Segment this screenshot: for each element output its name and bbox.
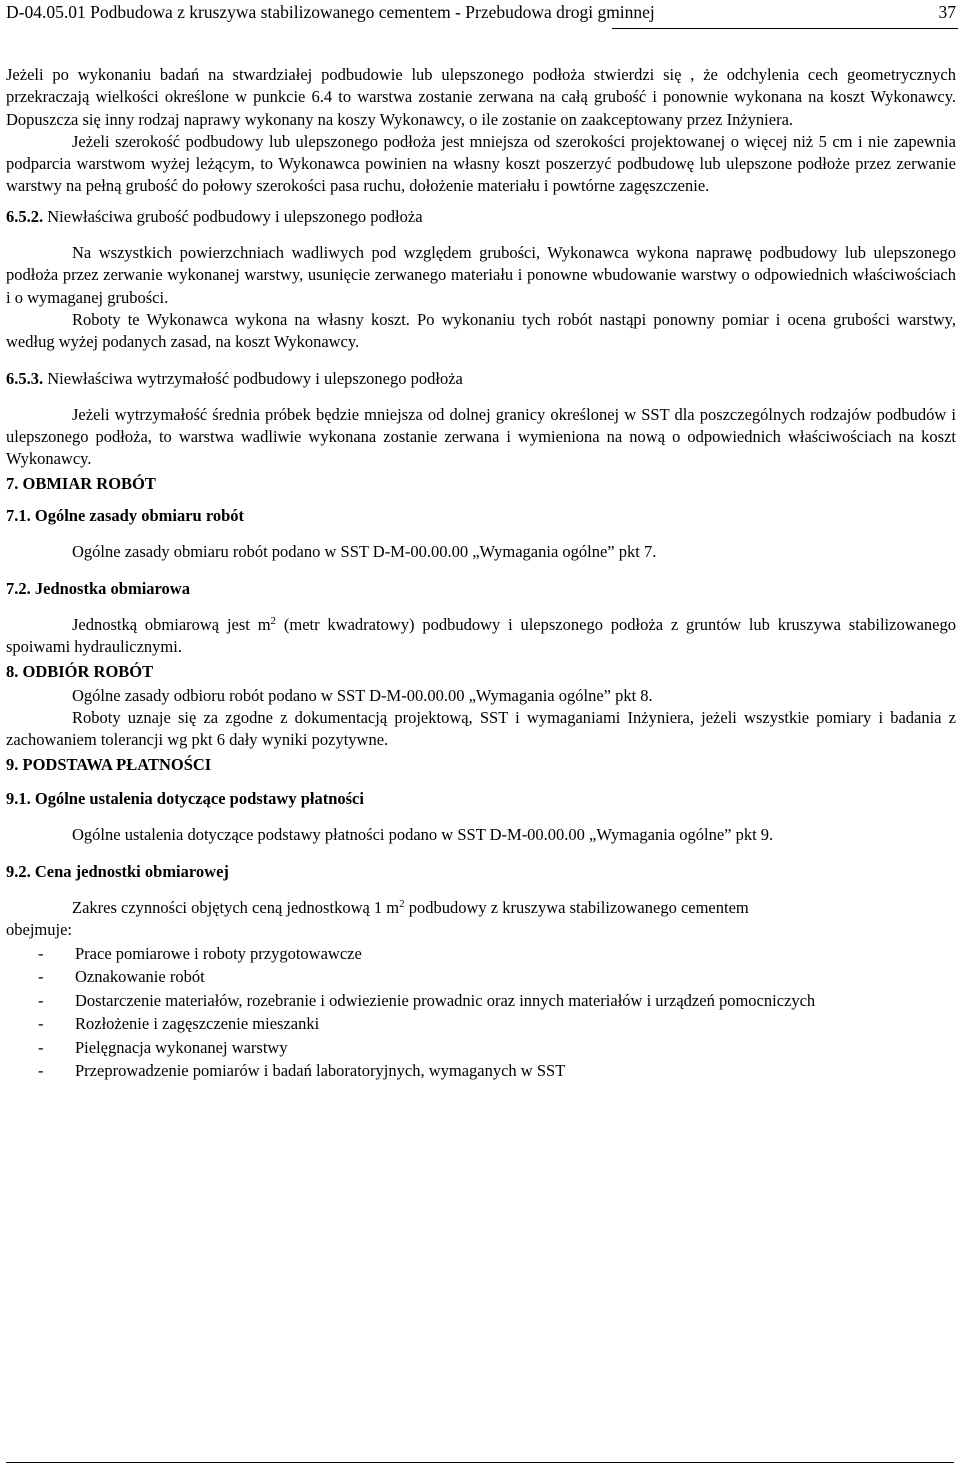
paragraph-unit-price-scope bbox=[6, 897, 956, 919]
page-header bbox=[6, 0, 956, 28]
section-number: 6.5.2. bbox=[6, 206, 44, 226]
list-dash: - bbox=[38, 943, 44, 963]
list-item: - Prace pomiarowe i roboty przygotowawcze bbox=[6, 942, 956, 966]
page-number: 37 bbox=[938, 2, 956, 22]
list-item: - Rozłożenie i zagęszczenie mieszanki bbox=[6, 1012, 956, 1036]
paragraph-strength-deficiency: Jeżeli wytrzymałość średnia próbek będzie mniejsza od dolnej granicy określonej w SST dla poszczególnych rodzajów podbudów i ulepszonego podłoża, to warstwa wadliwie wykonana zostanie zerwana i wymieniona na nową o odpowiednich właściwościach na koszt Wykonawcy. bbox=[6, 404, 956, 469]
scope-text-end: podbudowy z kruszywa stabilizowanego cementem bbox=[404, 897, 749, 917]
scope-list bbox=[6, 942, 956, 1083]
paragraph-width-deficiency: Jeżeli szerokość podbudowy lub ulepszonego podłoża jest mniejsza od szerokości projektowanej o więcej niż 5 cm i nie zapewnia podparcia warstwom wyżej leżącym, to Wykonawca powinien na własny koszt poszerzyć podbudowę lub ulepszone podłoże przez zerwanie warstwy na pełną grubość do połowy szerokości pasa ruchu, dołożenie materiału i powtórne zagęszczenie. bbox=[6, 131, 956, 196]
section-6-5-2-heading bbox=[6, 206, 956, 228]
list-item: - Pielęgnacja wykonanej warstwy bbox=[6, 1036, 956, 1060]
list-dash: - bbox=[38, 967, 44, 986]
paragraph-thickness-repair: Na wszystkich powierzchniach wadliwych pod względem grubości, Wykonawca wykona naprawę podbudowy lub ulepszonego podłoża przez zerwanie wykonanej warstwy, usunięcie zerwanego materiału i ponowne wbudowanie warstwy o odpowiednich właściwościach i o wymaganej grubości. bbox=[6, 243, 956, 307]
unit-text-start: Jednostką obmiarową jest m bbox=[72, 614, 271, 634]
list-dash: - bbox=[38, 990, 44, 1010]
document-body bbox=[6, 64, 956, 1083]
list-dash: - bbox=[38, 1037, 44, 1057]
section-7-1-heading: 7.1. Ogólne zasady obmiaru robót bbox=[6, 506, 245, 526]
footer-rule bbox=[6, 1462, 954, 1463]
section-7-2-heading: 7.2. Jednostka obmiarowa bbox=[6, 578, 190, 598]
header-title: D-04.05.01 Podbudowa z kruszywa stabilizowanego cementem - Przebudowa drogi gminnej bbox=[6, 2, 655, 22]
paragraph-acceptance-rules: Ogólne zasady odbioru robót podano w SST D-M-00.00.00 „Wymagania ogólne” pkt 8. bbox=[72, 685, 653, 705]
list-item: - Dostarczenie materiałów, rozebranie i odwiezienie prowadnic oraz innych materiałów i urządzeń pomocniczych bbox=[6, 989, 956, 1013]
section-6-5-3-heading bbox=[6, 368, 956, 390]
header-rule bbox=[612, 28, 958, 29]
scope-text-start: Zakres czynności objętych ceną jednostkową 1 m bbox=[72, 897, 400, 917]
paragraph-acceptance-conditions: Roboty uznaje się za zgodne z dokumentacją projektową, SST i wymaganiami Inżyniera, jeżeli wszystkie pomiary i badania z zachowaniem tolerancji wg pkt 6 dały wyniki pozytywne. bbox=[6, 708, 956, 750]
section-9-1-heading: 9.1. Ogólne ustalenia dotyczące podstawy płatności bbox=[6, 789, 364, 809]
section-9-heading: 9. PODSTAWA PŁATNOŚCI bbox=[6, 754, 212, 774]
section-7-heading: 7. OBMIAR ROBÓT bbox=[6, 473, 156, 493]
list-dash: - bbox=[38, 1014, 44, 1033]
list-dash: - bbox=[38, 1061, 44, 1080]
list-item: - Przeprowadzenie pomiarów i badań laboratoryjnych, wymaganych w SST bbox=[6, 1059, 956, 1083]
superscript-2: 2 bbox=[270, 614, 277, 627]
paragraph-measurement-rules: Ogólne zasady obmiaru robót podano w SST D-M-00.00.00 „Wymagania ogólne” pkt 7. bbox=[72, 542, 657, 562]
section-8-heading: 8. ODBIÓR ROBÓT bbox=[6, 661, 154, 681]
list-item: - Oznakowanie robót bbox=[6, 965, 956, 989]
section-number: 6.5.3. bbox=[6, 368, 44, 388]
section-9-2-heading: 9.2. Cena jednostki obmiarowej bbox=[6, 861, 229, 881]
paragraph-payment-rules: Ogólne ustalenia dotyczące podstawy płatności podano w SST D-M-00.00.00 „Wymagania ogólne” pkt 9. bbox=[72, 825, 774, 845]
paragraph-geometry-deviation: Jeżeli po wykonaniu badań na stwardziałej podbudowie lub ulepszonego podłoża stwierdzi się , że odchylenia cech geometrycznych przekraczają wielkości określone w punkcie 6.4 to warstwa zostanie zerwana na całą grubość i ponownie wykonana na koszt Wykonawcy. Dopuszcza się inny rodzaj naprawy wykonany na koszy Wykonawcy, o ile zostanie on zaakceptowany przez Inżyniera. bbox=[6, 65, 956, 129]
superscript-2: 2 bbox=[399, 897, 405, 910]
section-title: Niewłaściwa grubość podbudowy i ulepszonego podłoża bbox=[47, 206, 423, 226]
paragraph-includes: obejmuje: bbox=[6, 920, 72, 940]
paragraph-thickness-cost: Roboty te Wykonawca wykona na własny koszt. Po wykonaniu tych robót nastąpi ponowny pomiar i ocena grubości warstwy, według wyżej podanych zasad, na koszt Wykonawcy. bbox=[6, 309, 956, 352]
unit-text-end: (metr kwadratowy) podbudowy i ulepszonego podłoża z gruntów lub kruszywa stabilizowanego spoiwami hydraulicznymi. bbox=[6, 614, 957, 657]
section-title: Niewłaściwa wytrzymałość podbudowy i ulepszonego podłoża bbox=[47, 368, 463, 388]
paragraph-unit-of-measure bbox=[6, 614, 956, 659]
